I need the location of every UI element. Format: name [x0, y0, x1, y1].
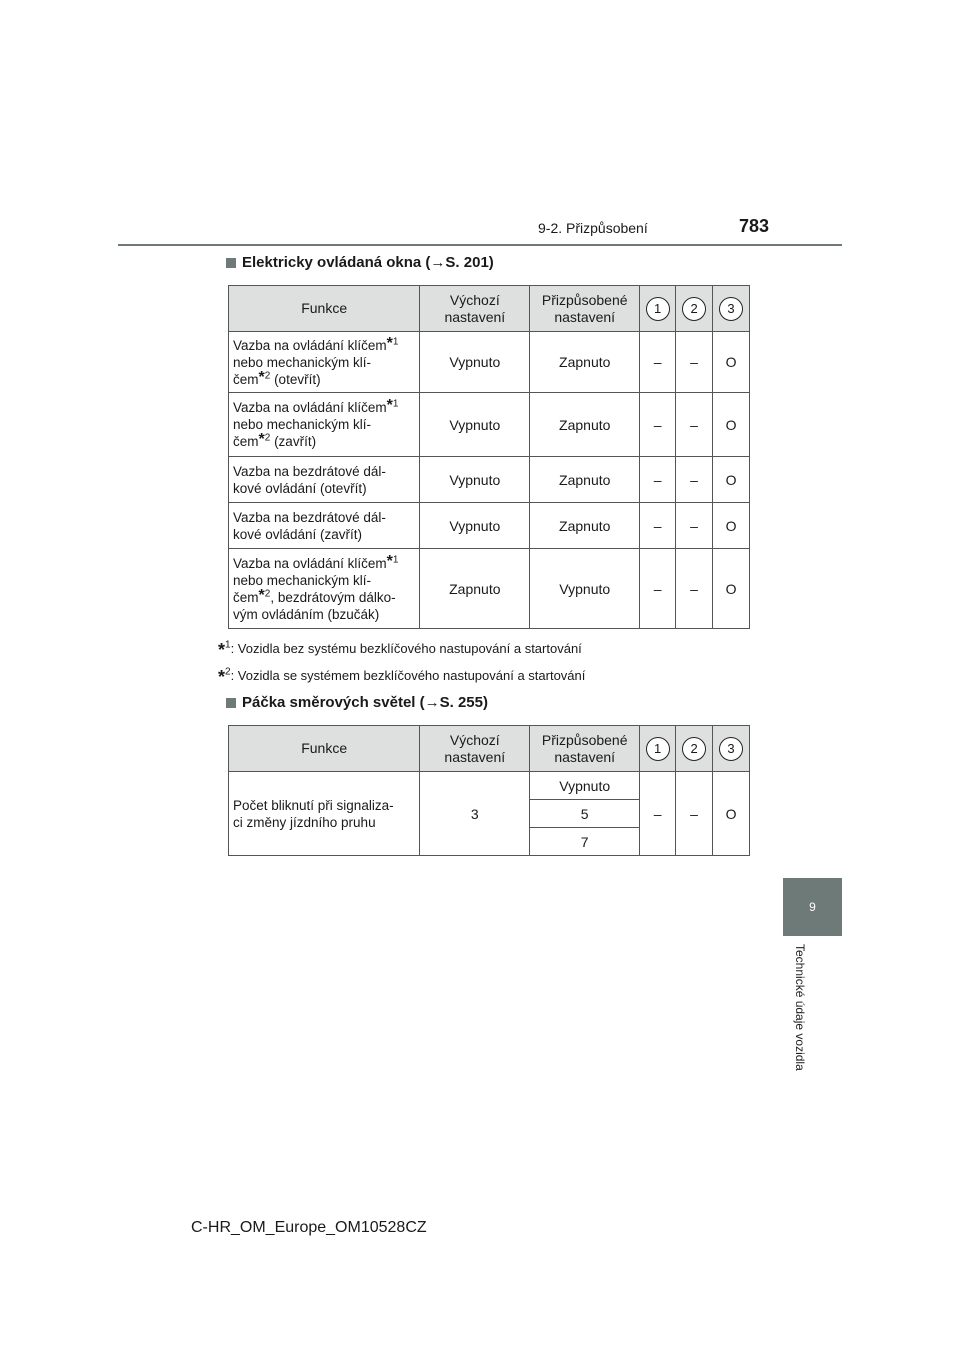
footnote-1: [218, 640, 582, 661]
col-default: Výchozí nastavení: [420, 286, 530, 332]
footnote-ref: 1: [392, 398, 399, 410]
setting-1-cell: –: [640, 393, 676, 457]
footnote-text: : Vozidla bez systému bezklíčového nastupování a startování: [230, 641, 582, 656]
col-custom: Přizpůsobené nastavení: [530, 286, 640, 332]
setting-3-cell: O: [713, 772, 750, 856]
footnote-asterisk: *: [386, 552, 393, 570]
setting-2-cell: –: [676, 503, 713, 549]
setting-2-cell: –: [676, 549, 713, 629]
footnote-number: 1: [225, 639, 231, 651]
custom-cell: Zapnuto: [530, 457, 640, 503]
circled-3-icon: 3: [719, 737, 743, 761]
function-text: , bezdrátovým dálko-: [270, 589, 396, 605]
footnote-ref: 2: [264, 370, 271, 381]
table-row: [229, 332, 750, 393]
setting-3-cell: O: [713, 332, 750, 393]
footnote-asterisk: *: [258, 586, 265, 604]
setting-3-cell: O: [713, 549, 750, 629]
footnote-ref: 2: [264, 432, 271, 444]
function-cell: [229, 393, 420, 457]
col-default: Výchozí nastavení: [420, 726, 530, 772]
setting-3-cell: O: [713, 393, 750, 457]
function-text: kové ovládání (otevřít): [233, 480, 367, 496]
table-row: [229, 549, 750, 629]
function-cell: [229, 549, 420, 629]
function-text: Vazba na bezdrátové dál-: [233, 509, 386, 525]
custom-option: Vypnuto: [530, 772, 640, 800]
header-rule: [118, 244, 842, 246]
footnote-asterisk: *: [386, 397, 393, 414]
setting-3-cell: O: [713, 503, 750, 549]
table-row: [229, 457, 750, 503]
col-1: [640, 286, 676, 332]
section-title: Elektricky ovládaná okna (→S. 201): [242, 254, 494, 271]
document-code: C-HR_OM_Europe_OM10528CZ: [191, 1219, 427, 1236]
footnote-asterisk: *: [258, 431, 265, 448]
setting-2-cell: –: [676, 772, 713, 856]
circled-1-icon: 1: [646, 297, 670, 321]
function-text: (otevřít): [270, 371, 321, 387]
setting-1-cell: –: [640, 549, 676, 629]
footnote-asterisk: *: [218, 640, 226, 660]
default-cell: 3: [420, 772, 530, 856]
function-text: vým ovládáním (bzučák): [233, 606, 380, 622]
function-text: čem: [233, 371, 259, 387]
footnote-ref: 1: [392, 554, 399, 565]
footnote-asterisk: *: [386, 334, 393, 352]
table-header-row: [229, 726, 750, 772]
col-2: [676, 726, 713, 772]
section-heading-power-windows: [226, 254, 494, 271]
col-3: [713, 726, 750, 772]
function-text: nebo mechanickým klí-: [233, 354, 372, 370]
col-function: Funkce: [229, 286, 420, 332]
table-row: [229, 503, 750, 549]
custom-cell: Zapnuto: [530, 332, 640, 393]
turn-signal-table: [228, 725, 750, 856]
function-text: nebo mechanickým klí-: [233, 417, 372, 432]
section-title: Páčka směrových světel (→S. 255): [242, 694, 488, 711]
function-text: Vazba na ovládání klíčem: [233, 337, 387, 353]
function-text: Vazba na ovládání klíčem: [233, 400, 387, 415]
function-text: Počet bliknutí při signaliza-: [233, 797, 394, 813]
section-heading-turn-signal: [226, 694, 488, 711]
function-text: čem: [233, 434, 259, 449]
default-cell: Vypnuto: [420, 503, 530, 549]
chapter-tab: 9: [783, 878, 842, 936]
square-bullet-icon: [226, 698, 236, 708]
setting-3-cell: O: [713, 457, 750, 503]
custom-cell: Zapnuto: [530, 393, 640, 457]
function-cell: [229, 772, 420, 856]
setting-1-cell: –: [640, 457, 676, 503]
footnote-asterisk: *: [258, 368, 265, 386]
table-row: [229, 393, 750, 457]
default-cell: Vypnuto: [420, 457, 530, 503]
setting-2-cell: –: [676, 457, 713, 503]
custom-option: 7: [530, 828, 640, 856]
default-cell: Vypnuto: [420, 332, 530, 393]
custom-cell: Zapnuto: [530, 503, 640, 549]
function-text: nebo mechanickým klí-: [233, 572, 372, 588]
function-cell: [229, 332, 420, 393]
power-windows-table: [228, 285, 750, 629]
setting-1-cell: –: [640, 503, 676, 549]
col-3: [713, 286, 750, 332]
footnote-ref: 1: [392, 336, 399, 347]
footnote-asterisk: *: [218, 667, 226, 687]
col-function: Funkce: [229, 726, 420, 772]
col-1: [640, 726, 676, 772]
header-section-title: 9-2. Přizpůsobení: [538, 220, 648, 236]
function-cell: [229, 457, 420, 503]
col-2: [676, 286, 713, 332]
circled-3-icon: 3: [719, 297, 743, 321]
col-custom: Přizpůsobené nastavení: [530, 726, 640, 772]
setting-2-cell: –: [676, 393, 713, 457]
default-cell: Zapnuto: [420, 549, 530, 629]
table-header-row: [229, 286, 750, 332]
function-text: čem: [233, 589, 259, 605]
footnote-2: [218, 667, 585, 688]
function-text: (zavřít): [270, 434, 317, 449]
table-row: [229, 772, 750, 800]
circled-2-icon: 2: [682, 297, 706, 321]
custom-cell: Vypnuto: [530, 549, 640, 629]
chapter-side-label: Technické údaje vozidla: [793, 944, 807, 1071]
default-cell: Vypnuto: [420, 393, 530, 457]
function-text: Vazba na ovládání klíčem: [233, 555, 387, 571]
footnote-number: 2: [225, 666, 231, 678]
square-bullet-icon: [226, 258, 236, 268]
circled-2-icon: 2: [682, 737, 706, 761]
function-cell: [229, 503, 420, 549]
function-text: ci změny jízdního pruhu: [233, 814, 376, 830]
circled-1-icon: 1: [646, 737, 670, 761]
custom-option: 5: [530, 800, 640, 828]
setting-1-cell: –: [640, 332, 676, 393]
function-text: Vazba na bezdrátové dál-: [233, 463, 386, 479]
setting-2-cell: –: [676, 332, 713, 393]
setting-1-cell: –: [640, 772, 676, 856]
page-number: 783: [739, 216, 770, 236]
footnote-text: : Vozidla se systémem bezklíčového nastupování a startování: [230, 668, 586, 683]
function-text: kové ovládání (zavřít): [233, 526, 363, 542]
footnote-ref: 2: [264, 588, 271, 599]
